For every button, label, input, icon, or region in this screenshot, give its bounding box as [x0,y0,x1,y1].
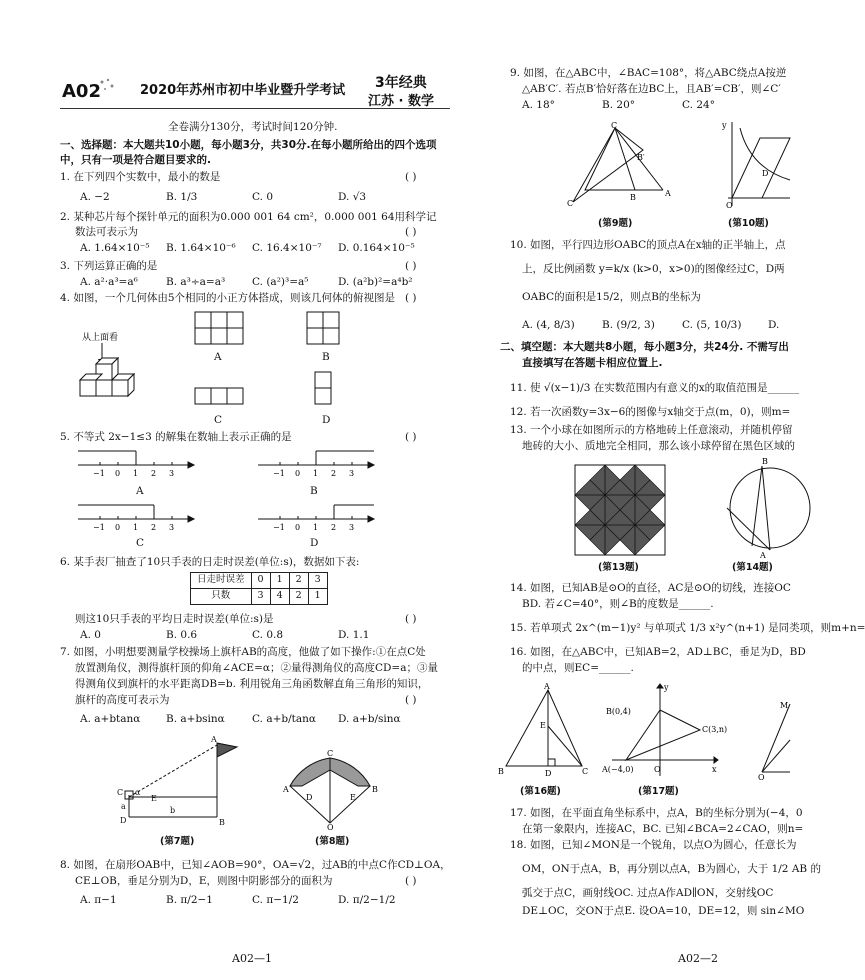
q17-point-a-label: A(−4,0) [602,765,634,774]
q10-option-a: A. (4, 8/3) [522,319,575,331]
q16-line2: 的中点，则EC=______. [522,662,634,674]
q4-label-a: A [214,351,222,363]
q10-option-d: D. [768,319,780,331]
section2-line2: 直接填写在答题卡相应位置上. [522,357,663,369]
q13-tile-grid [575,465,665,555]
q5-a-tick-1: 1 [133,469,139,478]
svg-text:M: M [780,701,789,710]
svg-text:x: x [712,765,717,774]
q1-option-c: C. 0 [252,191,274,203]
decor-dots-icon [98,76,118,96]
q5-label-b: B [310,485,318,497]
q4-stem: 4. 如图，一个几何体由5个相同的小正方体搭成，则该几何体的俯视图是 [60,292,396,304]
q9-line2: △AB′C′. 若点B′恰好落在边BC上，且AB′=CB′，则∠C′ [522,83,781,95]
section1-line2: 中，只有一项是符合题目要求的. [60,154,211,166]
svg-text:A: A [544,682,550,691]
q3-option-a: A. a²·a³=a⁶ [80,276,138,288]
q5-a-tick-3: 3 [169,469,175,478]
footer-page-right: A02—2 [678,952,718,965]
svg-text:B′: B′ [637,153,645,162]
brand-subtitle: 江苏 · 数学 [368,94,434,109]
q14-circle-figure [722,458,790,558]
q9-line1: 9. 如图，在△ABC中，∠BAC=108°，将△ABC绕点A按逆 [510,67,787,79]
q3-stem: 3. 下列运算正确的是 [60,260,158,272]
svg-text:A: A [665,189,671,198]
q7-option-b: B. a+bsinα [166,713,225,725]
q6-option-b: B. 0.6 [166,629,198,641]
q5-d-tick-0: 0 [295,523,301,532]
q6-option-d: D. 1.1 [338,629,370,641]
q17-caption: (第17题) [638,786,679,797]
q7-option-c: C. a+b/tanα [252,713,316,725]
svg-text:O: O [327,823,334,832]
table-cell: 2 [289,573,308,589]
svg-text:O: O [654,765,661,774]
q9-option-b: B. 20° [602,99,636,111]
svg-text:C′: C′ [567,199,575,208]
q18-angle-figure [758,700,790,780]
table-cell: 1 [270,573,289,589]
q4-solid-figure [70,325,150,405]
q9-option-a: A. 18° [522,99,555,111]
q10-option-c: C. (5, 10/3) [682,319,742,331]
svg-text:B: B [498,767,504,776]
q4-views-cd [195,370,395,410]
q17-coordinate-figure [602,683,728,779]
exam-title: 2020年苏州市初中毕业暨升学考试 [140,83,346,98]
table-cell: 2 [289,588,308,604]
q4-label-b: B [322,351,330,363]
header-rule [60,108,450,109]
q18-line3: 弧交于点C，画射线OC. 过点A作AD∥ON，交射线OC [522,887,774,899]
q8-option-d: D. π/2−1/2 [338,894,396,906]
table-cell: 3 [251,588,270,604]
exam-info: 全卷满分130分，考试时间120分钟. [168,121,338,133]
q8-sector-figure [280,748,380,832]
table-cell: 1 [308,588,327,604]
svg-text:C: C [327,749,334,758]
paper-badge: A02 [62,81,101,102]
q6-stem2: 则这10只手表的平均日走时误差(单位:s)是 [75,613,274,625]
q2-option-b: B. 1.64×10⁻⁶ [166,242,236,254]
svg-text:D: D [120,816,127,825]
svg-text:D: D [762,169,769,178]
q7-answer-paren: ( ) [405,694,417,706]
svg-text:α: α [135,788,141,797]
q5-b-tick-1: 1 [313,469,319,478]
q5-d-tick-1: 1 [313,523,319,532]
q15-text: 15. 若单项式 2x^(m−1)y² 与单项式 1/3 x²y^(n+1) 是同类项，则m+n= [510,622,865,634]
svg-text:y: y [664,683,669,692]
svg-text:O: O [726,201,733,210]
q1-option-d: D. √3 [338,191,367,203]
q10-line2: 上，反比例函数 y=k/x (k>0，x>0)的图像经过C，D两 [522,263,785,275]
q8-line1: 8. 如图，在扇形OAB中，已知∠AOB=90°，OA=√2，过AB的中点C作CD⊥OA， [60,859,451,871]
svg-text:B: B [372,785,378,794]
q14-line2: BD. 若∠C=40°，则∠B的度数是______. [522,598,714,610]
q4-view-label: 从上面看 [82,333,119,343]
svg-text:B: B [219,818,225,827]
q18-line4: DE⊥OC，交ON于点E. 设OA=10，DE=12，则 sin∠MO [522,905,805,917]
q6-stem: 6. 某手表厂抽查了10只手表的日走时误差(单位:s)，数据如下表: [60,556,360,568]
q6-answer-paren: ( ) [405,613,417,625]
footer-page-left: A02—1 [232,952,272,965]
q8-line2: CE⊥OB，垂足分别为D，E，则图中阴影部分的面积为 [75,875,333,887]
q8-option-c: C. π−1/2 [252,894,299,906]
q8-caption: (第8题) [315,836,350,847]
q4-label-d: D [322,414,331,426]
q2-answer-paren: ( ) [405,226,417,238]
q14-line1: 14. 如图，已知AB是⊙O的直径，AC是⊙O的切线，连接OC [510,582,791,594]
q17-point-c-label: C(3,n) [702,725,728,734]
q9-caption: (第9题) [598,218,633,229]
q17-line1: 17. 如图，在平面直角坐标系中，点A，B的坐标分别为(−4，0 [510,807,803,819]
q7-line1: 7. 如图，小明想要测量学校操场上旗杆AB的高度，他做了如下操作:①在点C处 [60,646,426,658]
q5-c-tick-neg1: −1 [93,523,105,532]
table-row [191,573,328,589]
q13-caption: (第13题) [598,562,639,573]
q8-answer-paren: ( ) [405,875,417,887]
section1-line1: 一、选择题：本大题共10小题，每小题3分，共30分.在每小题所给出的四个选项 [60,139,437,151]
q18-line2: OM，ON于点A，B，再分别以点A，B为圆心，大于 1/2 AB 的 [522,863,821,875]
q1-answer-paren: ( ) [405,171,417,183]
svg-text:E: E [151,794,157,803]
q5-label-a: A [136,485,144,497]
q7-option-d: D. a+b/sinα [338,713,401,725]
q6-option-a: A. 0 [80,629,101,641]
q9-triangle-figure [565,120,675,210]
q4-label-c: C [214,414,223,426]
q10-axes-figure [720,118,790,210]
q5-c-tick-2: 2 [151,523,157,532]
svg-text:O: O [758,773,765,782]
q3-option-c: C. (a²)³=a⁵ [252,276,309,288]
svg-text:A: A [760,551,766,560]
q2-option-d: D. 0.164×10⁻⁵ [338,242,415,254]
svg-text:a: a [121,802,126,811]
q18-line1: 18. 如图，已知∠MON是一个锐角，以点O为圆心，任意长为 [510,839,797,851]
q5-stem: 5. 不等式 2x−1≤3 的解集在数轴上表示正确的是 [60,431,292,443]
table-row [191,588,328,604]
q17-point-b-label: B(0,4) [606,707,631,716]
q16-line1: 16. 如图，在△ABC中，已知AB=2，AD⊥BC，垂足为D，BD [510,646,806,658]
q16-caption: (第16题) [520,786,561,797]
svg-text:A: A [283,785,289,794]
q1-stem: 1. 在下列四个实数中，最小的数是 [60,171,221,183]
section2-line1: 二、填空题：本大题共8小题，每小题3分，共24分. 不需写出 [500,341,789,353]
q17-line2: 在第一象限内，连接AC，BC. 已知∠BCA=2∠CAO，则n= [522,823,804,835]
table-cell: 0 [251,573,270,589]
q10-caption: (第10题) [728,218,769,229]
table-cell: 只数 [191,588,252,604]
svg-text:C: C [117,788,124,797]
q4-answer-paren: ( ) [405,292,417,304]
q3-answer-paren: ( ) [405,260,417,272]
q1-option-a: A. −2 [80,191,110,203]
svg-text:C: C [582,767,589,776]
q7-option-a: A. a+btanα [80,713,141,725]
q5-a-tick-neg1: −1 [93,469,105,478]
q10-line1: 10. 如图，平行四边形OABC的顶点A在x轴的正半轴上，点 [510,239,786,251]
q2-option-c: C. 16.4×10⁻⁷ [252,242,322,254]
q11-text: 11. 使 √(x−1)/3 在实数范围内有意义的x的取值范围是______ [510,382,800,394]
svg-text:C: C [611,121,618,130]
q5-b-tick-0: 0 [295,469,301,478]
svg-text:B: B [762,457,768,466]
q5-label-d: D [310,537,319,549]
q7-caption: (第7题) [160,836,195,847]
q8-option-a: A. π−1 [80,894,117,906]
q5-d-tick-2: 2 [331,523,337,532]
svg-text:b: b [170,806,176,815]
brand-logo: 3年经典 [375,75,427,91]
q5-b-tick-neg1: −1 [273,469,285,478]
q7-flagpole-figure [115,735,245,830]
q2-stem-line1: 2. 某种芯片每个探针单元的面积为0.000 001 64 cm²，0.000 001 64用科学记 [60,211,437,223]
q7-line3: 得测角仪到旗杆的水平距离DB=b. 利用锐角三角函数解直角三角形的知识， [75,678,429,690]
q13-line1: 13. 一个小球在如图所示的方格地砖上任意滚动，并随机停留 [510,424,793,436]
q5-answer-paren: ( ) [405,431,417,443]
q7-line2: 放置测角仪，测得旗杆顶的仰角∠ACE=α；②量得测角仪的高度CD=a；③量 [75,662,438,674]
svg-text:B: B [630,193,636,202]
svg-text:D: D [545,769,552,778]
q12-text: 12. 若一次函数y=3x−6的图像与x轴交于点(m，0)，则m= [510,406,791,418]
right-page [470,0,865,980]
q2-option-a: A. 1.64×10⁻⁵ [80,242,150,254]
q16-triangle-figure [498,684,593,779]
q5-a-tick-2: 2 [151,469,157,478]
svg-text:E: E [540,721,546,730]
q5-label-c: C [136,537,145,549]
svg-text:D: D [306,793,313,802]
q3-option-d: D. (a²b)²=a⁴b² [338,276,413,288]
q5-d-tick-neg1: −1 [273,523,285,532]
q3-option-b: B. a³÷a=a³ [166,276,226,288]
q14-caption: (第14题) [732,562,773,573]
q1-option-b: B. 1/3 [166,191,198,203]
svg-text:y: y [722,121,727,130]
q5-a-tick-0: 0 [115,469,121,478]
q5-c-tick-1: 1 [133,523,139,532]
svg-text:E: E [350,793,356,802]
q5-c-tick-0: 0 [115,523,121,532]
svg-text:A: A [211,735,217,744]
q10-option-b: B. (9/2, 3) [602,319,655,331]
q5-b-tick-2: 2 [331,469,337,478]
table-cell: 3 [308,573,327,589]
q10-line3: OABC的面积是15/2，则点B的坐标为 [522,291,701,303]
table-cell: 日走时误差 [191,573,252,589]
q5-number-lines [78,445,458,545]
q5-d-tick-3: 3 [349,523,355,532]
q7-line4: 旗杆的高度可表示为 [75,694,170,706]
q5-b-tick-3: 3 [349,469,355,478]
q13-line2: 地砖的大小、质地完全相同，那么该小球停留在黑色区域的 [522,440,795,452]
q5-c-tick-3: 3 [169,523,175,532]
q6-option-c: C. 0.8 [252,629,284,641]
q2-stem-line2: 数法可表示为 [75,226,138,238]
q8-option-b: B. π/2−1 [166,894,213,906]
q6-error-table [190,572,328,605]
table-cell: 4 [270,588,289,604]
q9-option-c: C. 24° [682,99,715,111]
